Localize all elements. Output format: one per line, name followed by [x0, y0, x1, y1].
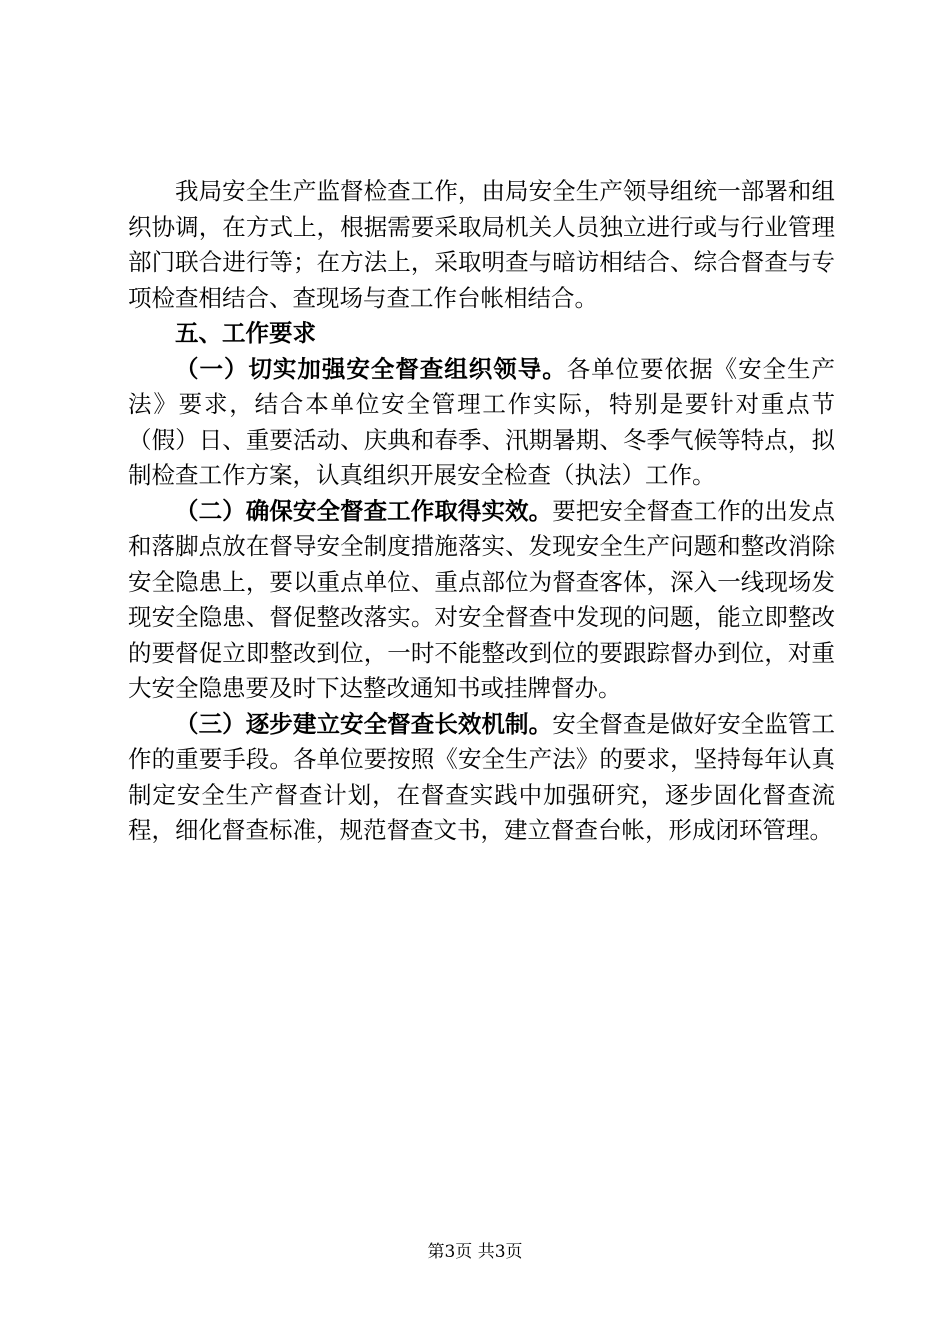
intro-paragraph: 我局安全生产监督检查工作，由局安全生产领导组统一部署和组织协调，在方式上，根据需要采取局机关人员独立进行或与行业管理部门联合进行等；在方法上，采取明查与暗访相结合、综合督查与专项检查相结合、查现场与查工作台帐相结合。 — [128, 177, 835, 312]
section-heading: 五、工作要求 — [175, 319, 316, 347]
requirement-item-3 — [128, 707, 835, 849]
requirement-item-2-text: 要把安全督查工作的出发点和落脚点放在督导安全制度措施落实、发现安全生产问题和整改消除安全隐患上，要以重点单位、重点部位为督查客体，深入一线现场发现安全隐患、督促整改落实。对安全督查中发现的问题，能立即整改的要督促立即整改到位，一时不能整改到位的要跟踪督办到位，对重大安全隐患要及时下达整改通知书或挂牌督办。 — [128, 496, 836, 702]
requirement-item-1-text: 各单位要依据《安全生产法》要求，结合本单位安全管理工作实际，特别是要针对重点节（假）日、重要活动、庆典和春季、汛期暑期、冬季气候等特点，拟制检查工作方案，认真组织开展安全检查（执法）工作。 — [128, 354, 836, 489]
requirement-item-1 — [128, 352, 835, 494]
requirement-item-3-lead: （三）逐步建立安全督查长效机制。 — [175, 709, 553, 738]
document-body — [128, 174, 835, 849]
requirement-item-1-lead: （一）切实加强安全督查组织领导。 — [175, 354, 567, 383]
requirement-item-2 — [128, 494, 835, 707]
requirement-item-3-text: 安全督查是做好安全监管工作的重要手段。各单位要按照《安全生产法》的要求，坚持每年认真制定安全生产督查计划，在督查实践中加强研究，逐步固化督查流程，细化督查标准，规范督查文书，建立督查台帐，形成闭环管理。 — [128, 709, 836, 844]
requirement-item-2-lead: （二）确保安全督查工作取得实效。 — [175, 496, 553, 525]
page-footer: 第3页 共3页 — [427, 1242, 523, 1262]
